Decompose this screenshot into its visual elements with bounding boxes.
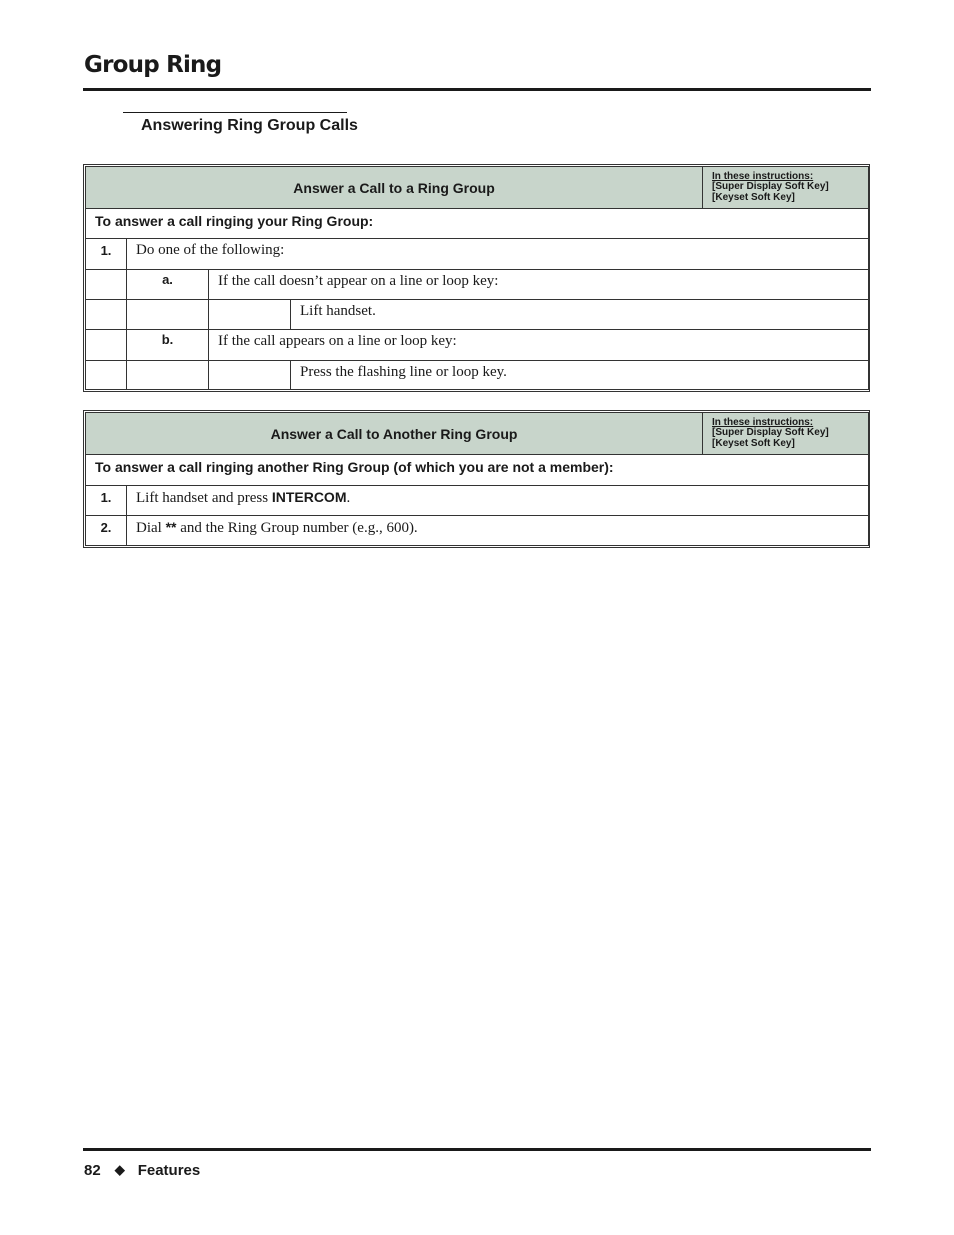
intercom-key: INTERCOM (271, 489, 347, 505)
step-number: 1. (86, 239, 127, 270)
instructions-legend (703, 167, 869, 209)
step-number: 2. (86, 516, 127, 546)
procedure-table-answer-another-ring-group (83, 410, 870, 548)
legend-heading: In these instructions: (712, 416, 814, 428)
legend-super-display-key: [Super Display Soft Key] (712, 427, 829, 439)
step-text-end: . (346, 490, 351, 506)
action-text: Lift handset. (291, 300, 869, 330)
instructions-legend (703, 413, 869, 455)
step-number: 1. (86, 486, 127, 516)
step-text-end: and the Ring Group number (e.g., 600). (176, 520, 418, 536)
footer-section: Features (137, 1162, 201, 1179)
title-rule (83, 88, 871, 91)
footer-rule (83, 1148, 871, 1151)
substep-text: If the call doesn’t appear on a line or loop key: (209, 270, 869, 300)
legend-keyset-key: [Keyset Soft Key] (712, 437, 795, 449)
procedure-table-answer-ring-group (83, 164, 870, 392)
substep-label: a. (127, 270, 209, 300)
step-text: Do one of the following: (127, 239, 869, 270)
step-text (127, 516, 869, 546)
page-number: 82 (84, 1162, 101, 1179)
dial-code: ** (165, 519, 177, 535)
empty-cell (86, 361, 127, 390)
empty-cell (86, 330, 127, 361)
step-text-start: Dial (136, 520, 166, 536)
table-intro: To answer a call ringing your Ring Group: (86, 209, 869, 239)
action-text: Press the flashing line or loop key. (291, 361, 869, 390)
legend-heading: In these instructions: (712, 170, 814, 182)
empty-cell (127, 361, 209, 390)
empty-cell (209, 361, 291, 390)
section-rule (123, 112, 347, 113)
substep-label: b. (127, 330, 209, 361)
section-heading: Answering Ring Group Calls (141, 117, 358, 134)
legend-keyset-key: [Keyset Soft Key] (712, 191, 795, 203)
page-title: Group Ring (84, 52, 222, 78)
table-title: Answer a Call to Another Ring Group (86, 413, 703, 455)
substep-text: If the call appears on a line or loop key: (209, 330, 869, 361)
step-text-start: Lift handset and press (136, 490, 272, 506)
diamond-icon: ◆ (114, 1162, 125, 1177)
legend-super-display-key: [Super Display Soft Key] (712, 181, 829, 193)
empty-cell (86, 270, 127, 300)
table-title: Answer a Call to a Ring Group (86, 167, 703, 209)
table-intro: To answer a call ringing another Ring Group (of which you are not a member): (86, 455, 869, 486)
page-footer (84, 1162, 200, 1179)
step-text (127, 486, 869, 516)
empty-cell (127, 300, 209, 330)
empty-cell (209, 300, 291, 330)
empty-cell (86, 300, 127, 330)
